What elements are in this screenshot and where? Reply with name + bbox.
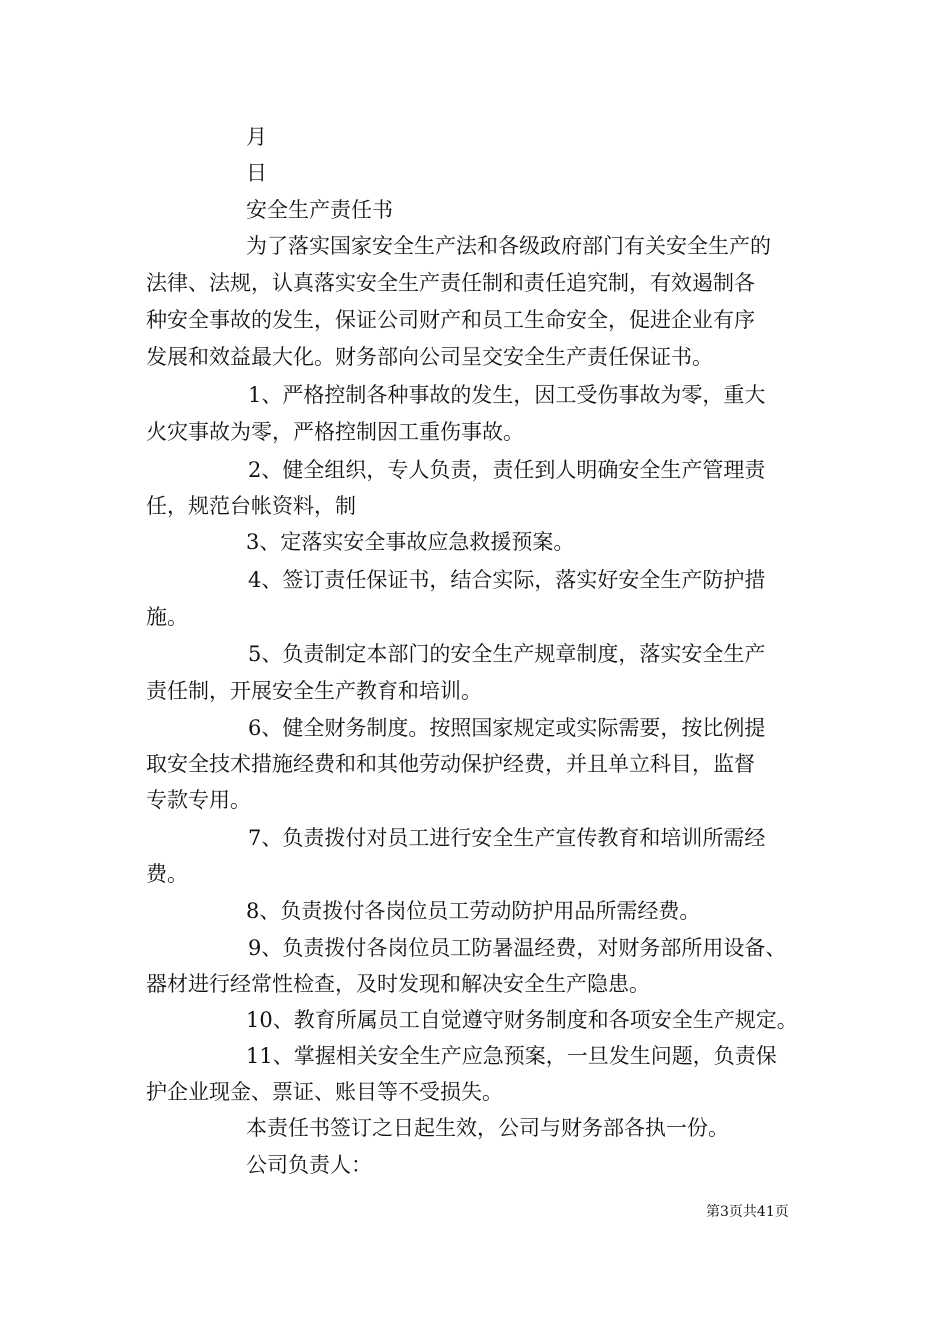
item-1-line: 1、严格控制各种事故的发生，因工受伤事故为零，重大 (248, 383, 766, 407)
item-3-line: 3、定落实安全事故应急救援预案。 (246, 530, 575, 554)
document-title: 安全生产责任书 (246, 198, 393, 222)
item-6-line: 取安全技术措施经费和和其他劳动保护经费，并且单立科目，监督 (146, 752, 755, 776)
intro-line: 为了落实国家安全生产法和各级政府部门有关安全生产的 (246, 234, 771, 258)
date-month: 月 (246, 125, 267, 149)
page-number: 第3页共41页 (706, 1204, 789, 1220)
item-9-line: 器材进行经常性检查，及时发现和解决安全生产隐患。 (146, 972, 650, 996)
item-5-line: 责任制，开展安全生产教育和培训。 (146, 679, 482, 703)
item-2-line: 任，规范台帐资料，制 (146, 494, 356, 518)
item-7-line: 费。 (146, 862, 188, 886)
item-11-line: 11、掌握相关安全生产应急预案，一旦发生问题，负责保 (246, 1044, 777, 1068)
intro-line: 法律、法规，认真落实安全生产责任制和责任追究制，有效遏制各 (146, 271, 755, 295)
item-1-line: 火灾事故为零，严格控制因工重伤事故。 (146, 420, 524, 444)
item-6-line: 专款专用。 (146, 788, 251, 812)
item-4-line: 4、签订责任保证书，结合实际，落实好安全生产防护措 (248, 568, 766, 592)
item-5-line: 5、负责制定本部门的安全生产规章制度，落实安全生产 (248, 642, 766, 666)
item-10-line: 10、教育所属员工自觉遵守财务制度和各项安全生产规定。 (246, 1008, 798, 1032)
item-2-line: 2、健全组织，专人负责，责任到人明确安全生产管理责 (248, 458, 766, 482)
item-4-line: 施。 (146, 605, 188, 629)
signature-label: 公司负责人： (246, 1153, 372, 1177)
item-7-line: 7、负责拨付对员工进行安全生产宣传教育和培训所需经 (248, 826, 766, 850)
date-day: 日 (246, 161, 267, 185)
item-9-line: 9、负责拨付各岗位员工防暑温经费，对财务部所用设备、 (248, 936, 787, 960)
intro-line: 种安全事故的发生，保证公司财产和员工生命安全，促进企业有序 (146, 308, 755, 332)
intro-line: 发展和效益最大化。财务部向公司呈交安全生产责任保证书。 (146, 345, 713, 369)
item-8-line: 8、负责拨付各岗位员工劳动防护用品所需经费。 (246, 899, 701, 923)
item-11-line: 护企业现金、票证、账目等不受损失。 (146, 1080, 503, 1104)
effective-statement: 本责任书签订之日起生效，公司与财务部各执一份。 (246, 1116, 729, 1140)
item-6-line: 6、健全财务制度。按照国家规定或实际需要，按比例提 (248, 716, 766, 740)
